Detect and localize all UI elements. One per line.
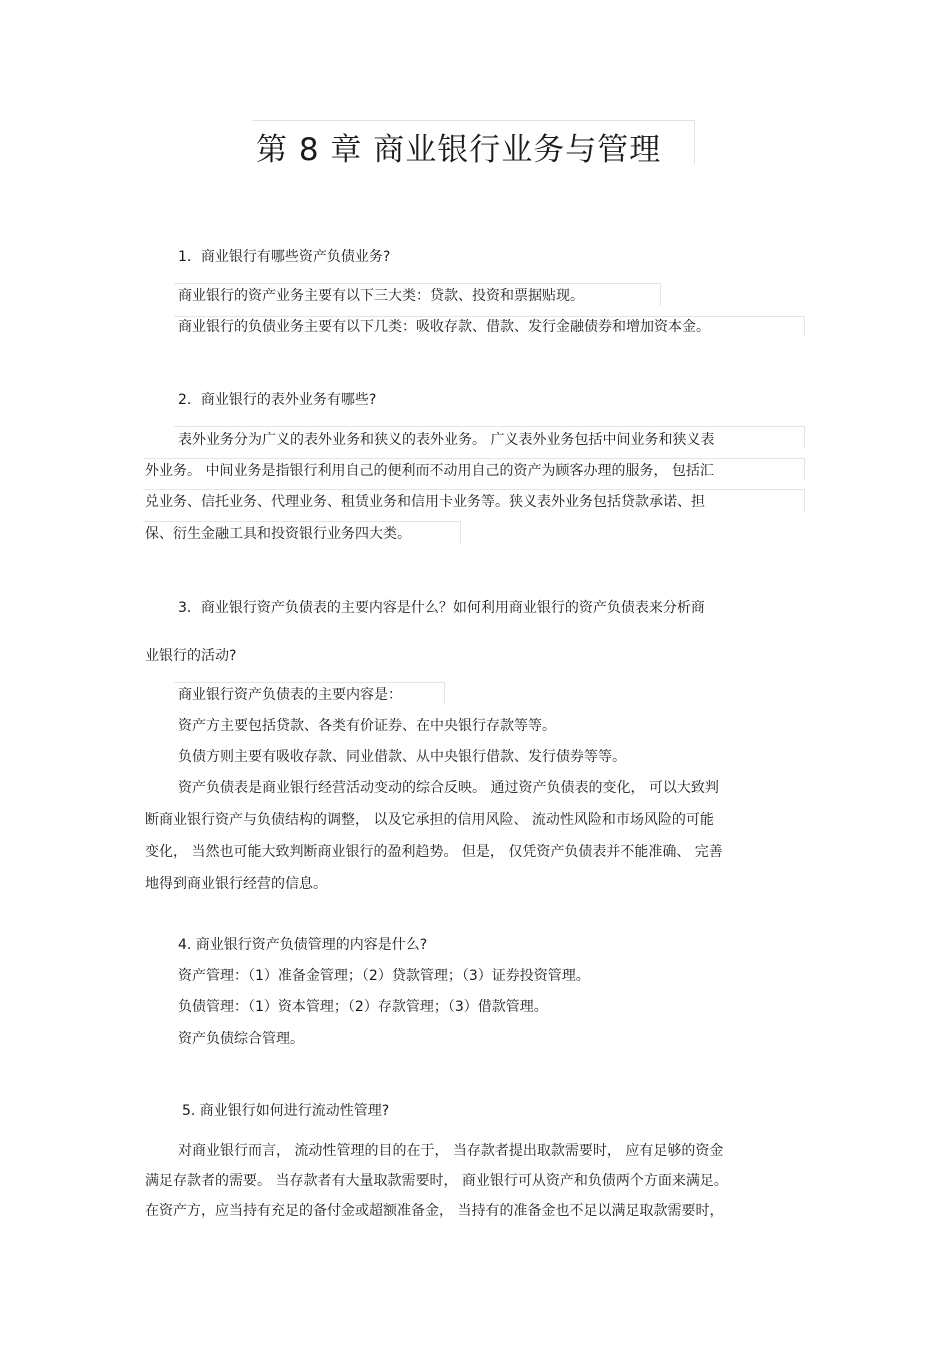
q4-answer-line: 负债管理：（1）资本管理；（2）存款管理；（3）借款管理。 [178,999,548,1015]
question-3-continued: 业银行的活动? [145,648,237,664]
question-2: 2．商业银行的表外业务有哪些? [178,392,377,408]
question-4: 4. 商业银行资产负债管理的内容是什么? [178,937,428,953]
q2-answer-line: 兑业务、信托业务、代理业务、租赁业务和信用卡业务等。狭义表外业务包括贷款承诺、担 [145,494,705,510]
q3-paragraph-line: 地得到商业银行经营的信息。 [145,876,327,892]
q3-paragraph-line: 资产负债表是商业银行经营活动变动的综合反映。 通过资产负债表的变化， 可以大致判 [178,780,719,796]
q3-answer-line: 负债方则主要有吸收存款、同业借款、从中央银行借款、发行债券等等。 [178,749,626,765]
q3-answer-line: 资产方主要包括贷款、各类有价证券、在中央银行存款等等。 [178,718,556,734]
q3-answer-line: 商业银行资产负债表的主要内容是： [178,687,402,703]
q5-paragraph-line: 在资产方，应当持有充足的备付金或超额准备金， 当持有的准备金也不足以满足取款需要时， [145,1203,724,1219]
chapter-title: 第 8 章 商业银行业务与管理 [256,132,662,168]
q1-answer-line: 商业银行的负债业务主要有以下几类：吸收存款、借款、发行金融债券和增加资本金。 [178,319,710,335]
q3-paragraph-line: 断商业银行资产与负债结构的调整， 以及它承担的信用风险、 流动性风险和市场风险的可能 [145,812,714,828]
question-3: 3．商业银行资产负债表的主要内容是什么？如何利用商业银行的资产负债表来分析商 [178,600,705,616]
q5-paragraph-line: 对商业银行而言， 流动性管理的目的在于， 当存款者提出取款需要时， 应有足够的资金 [178,1143,724,1159]
q4-answer-line: 资产负债综合管理。 [178,1031,304,1047]
q2-answer-line: 外业务。 中间业务是指银行利用自己的便利而不动用自己的资产为顾客办理的服务， 包括汇 [145,463,714,479]
q3-paragraph-line: 变化， 当然也可能大致判断商业银行的盈利趋势。 但是， 仅凭资产负债表并不能准确、 完善 [145,844,723,860]
question-5: 5. 商业银行如何进行流动性管理? [182,1103,390,1119]
q1-answer-line: 商业银行的资产业务主要有以下三大类：贷款、投资和票据贴现。 [178,288,584,304]
q5-paragraph-line: 满足存款者的需要。 当存款者有大量取款需要时， 商业银行可从资产和负债两个方面来满足。 [145,1173,728,1189]
q4-answer-line: 资产管理：（1）准备金管理；（2）贷款管理；（3）证券投资管理。 [178,968,590,984]
q2-answer-line: 保、衍生金融工具和投资银行业务四大类。 [145,526,411,542]
q2-answer-line: 表外业务分为广义的表外业务和狭义的表外业务。 广义表外业务包括中间业务和狭义表 [178,432,715,448]
question-1: 1．商业银行有哪些资产负债业务? [178,249,391,265]
